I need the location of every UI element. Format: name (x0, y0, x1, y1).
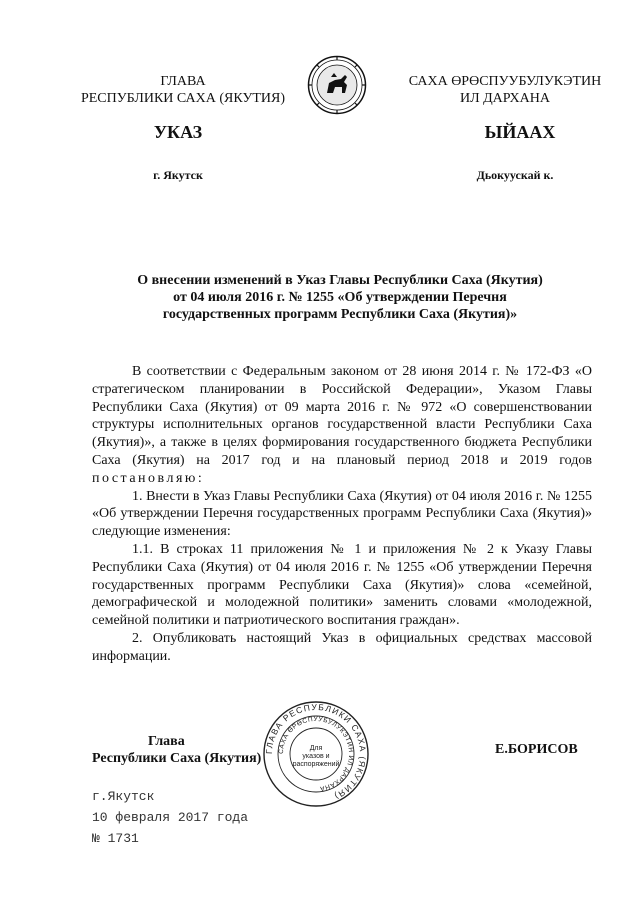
header-left (78, 73, 288, 107)
header-right-line1: САХА ӨРӨСПУУБУЛУКЭТИН (408, 74, 602, 89)
footer-date: 10 февраля 2017 года (92, 810, 249, 825)
signature-title-line1: Глава (148, 734, 185, 749)
header-left-line2: РЕСПУБЛИКИ САХА (ЯКУТИЯ) (80, 91, 286, 106)
title-line3: государственных программ Республики Саха (Якутия)» (162, 307, 518, 322)
paragraph-item-2: 2. Опубликовать настоящий Указ в официальных средствах массовой информации. (92, 630, 592, 664)
stamp-inner-text: САХА ӨРӨСПУУБУЛУКЭТИН ИЛ ДАРХАНА (277, 715, 355, 792)
header-left-line1: ГЛАВА (160, 74, 206, 89)
stamp-center-line1: Для (309, 745, 323, 752)
paragraph-item-1: 1. Внести в Указ Главы Республики Саха (Якутия) от 04 июля 2016 г. № 1255 «Об утверждении Перечня государственных программ Республики Саха (Якутия)» следующие изменения: (92, 488, 592, 540)
header-right-line2: ИЛ ДАРХАНА (459, 91, 550, 106)
signature-title-line2: Республики Саха (Якутия) (92, 751, 262, 766)
stamp-center-line3: распоряжений (292, 761, 340, 768)
city-ru: г. Якутск (153, 168, 203, 182)
preamble-text: В соответствии с Федеральным законом от 28 июня 2014 г. № 172-ФЗ «О стратегическом планировании в Российской Федерации», Указом Главы Республики Саха (Якутия) от 09 марта 2016 г. № 972 «О совершенствовании структуры исполнительных органов государственной власти Республики Саха (Якутия)», а также в целях формирования государственного бюджета Республики Саха (Якутия) на 2017 год и на плановый период 2018 и 2019 годов (92, 364, 592, 468)
paragraph-preamble (92, 363, 592, 488)
stamp-center-line2: указов и (302, 753, 330, 760)
title-line1: О внесении изменений в Указ Главы Республики Саха (Якутия) (137, 273, 543, 288)
title-line2: от 04 июля 2016 г. № 1255 «Об утверждении Перечня (173, 290, 507, 305)
footer-number: № 1731 (92, 831, 139, 846)
decree-footer (92, 786, 248, 849)
decree-body (92, 363, 592, 666)
stamp-outer-text: ГЛАВА РЕСПУБЛИКИ САХА (ЯКУТИЯ) (263, 701, 369, 802)
preamble-ending: постановляю: (92, 470, 205, 486)
city-sakha: Дьокуускай к. (476, 168, 554, 182)
doc-type-ru: УКАЗ (153, 122, 203, 142)
signature-title (92, 733, 282, 767)
doc-type-sakha: ЫЙААХ (484, 122, 556, 142)
header-right (385, 73, 625, 107)
emblem-icon (307, 55, 367, 115)
official-stamp (262, 700, 370, 808)
paragraph-item-1-1: 1.1. В строках 11 приложения № 1 и приложения № 2 к Указу Главы Республики Саха (Якутия) от 04 июля 2016 г. № 1255 «Об утверждении Перечня государственных программ Республики Саха (Якутия)» слова «семейной, демографической и молодежной политики» заменить словами «молодежной, семейной политики и патриотического воспитания граждан». (92, 541, 592, 629)
decree-title (90, 272, 590, 323)
signatory-name: Е.БОРИСОВ (495, 742, 578, 757)
footer-city: г.Якутск (92, 789, 155, 804)
